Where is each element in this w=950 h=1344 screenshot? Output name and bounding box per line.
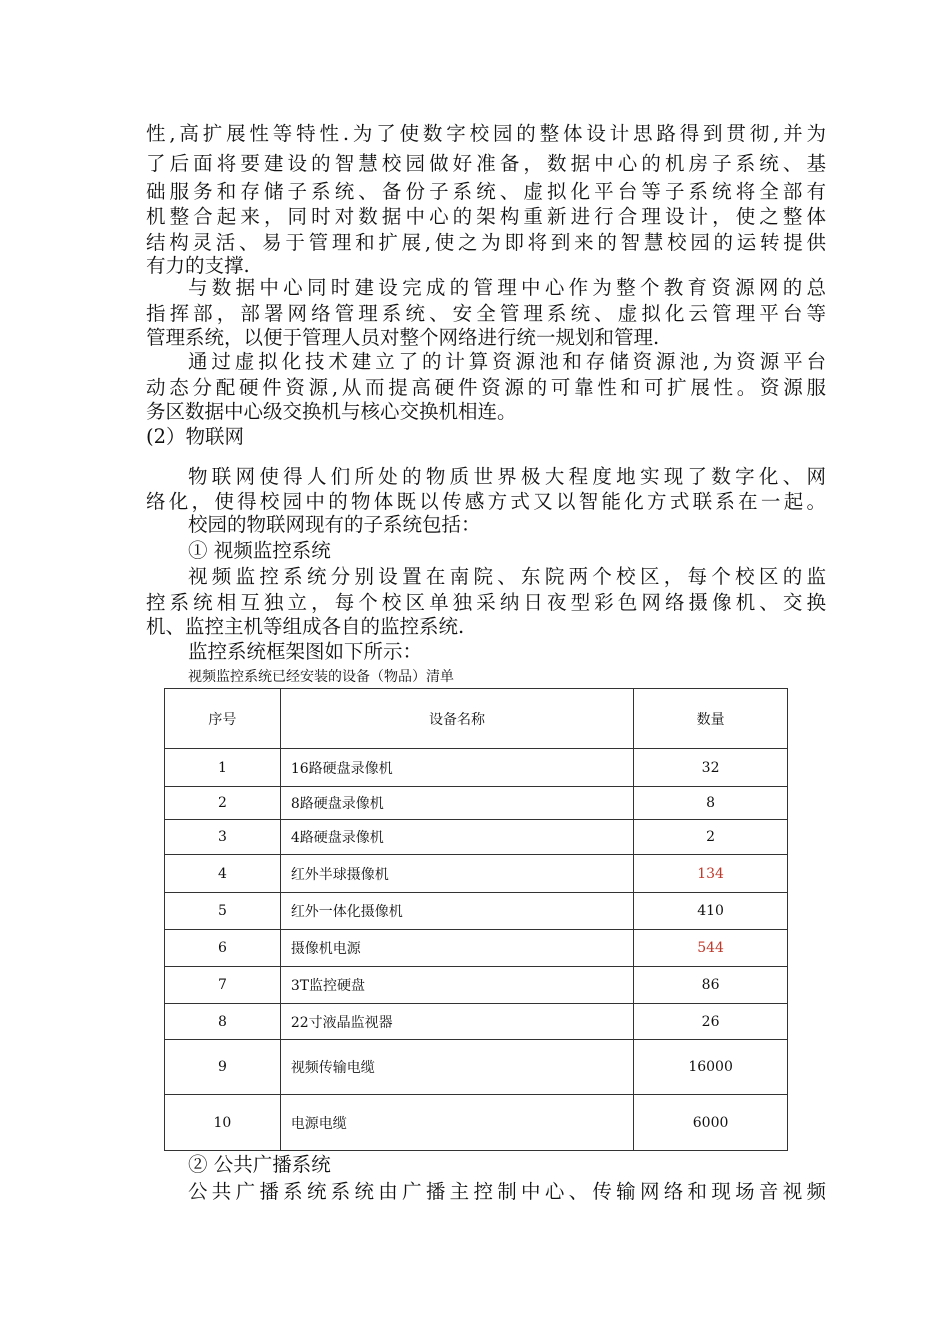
quantity: 410 xyxy=(634,893,788,930)
paragraph-line: 机整合起来，同时对数据中心的架构重新进行合理设计，使之整体 xyxy=(146,205,826,228)
paragraph-line: 控系统相互独立，每个校区单独采纳日夜型彩色网络摄像机、交换 xyxy=(146,591,826,614)
header-cell: 序号 xyxy=(165,689,281,749)
row-number: 2 xyxy=(165,787,281,820)
row-number: 9 xyxy=(165,1040,281,1095)
equipment-name: 红外半球摄像机 xyxy=(280,855,633,893)
paragraph-line: 物联网使得人们所处的物质世界极大程度地实现了数字化、网 xyxy=(188,465,826,488)
equipment-name: 摄像机电源 xyxy=(280,930,633,967)
quantity-highlighted: 544 xyxy=(634,930,788,967)
paragraph-line: 了后面将要建设的智慧校园做好准备，数据中心的机房子系统、基 xyxy=(146,152,826,175)
row-number: 10 xyxy=(165,1095,281,1151)
paragraph-line: 视频监控系统分别设置在南院、东院两个校区，每个校区的监 xyxy=(188,565,826,588)
quantity: 26 xyxy=(634,1004,788,1040)
paragraph-line: 性,高扩展性等特性.为了使数字校园的整体设计思路得到贯彻,并为 xyxy=(146,122,826,145)
table-row xyxy=(165,1095,788,1151)
paragraph-line: 动态分配硬件资源,从而提高硬件资源的可靠性和可扩展性。资源服 xyxy=(146,376,826,399)
row-number: 5 xyxy=(165,893,281,930)
paragraph-line: 监控系统框架图如下所示： xyxy=(188,640,423,663)
header-cell: 设备名称 xyxy=(280,689,633,749)
table-row xyxy=(165,893,788,930)
paragraph-line: 校园的物联网现有的子系统包括： xyxy=(188,513,481,536)
table-row xyxy=(165,749,788,787)
equipment-name: 3T监控硬盘 xyxy=(280,967,633,1004)
equipment-name: 8路硬盘录像机 xyxy=(280,787,633,820)
row-number: 8 xyxy=(165,1004,281,1040)
paragraph-line: 指挥部，部署网络管理系统、安全管理系统、虚拟化云管理平台等 xyxy=(146,302,826,325)
row-number: 7 xyxy=(165,967,281,1004)
table-row xyxy=(165,967,788,1004)
paragraph-line: 与数据中心同时建设完成的管理中心作为整个教育资源网的总 xyxy=(188,276,826,299)
table-row xyxy=(165,1004,788,1040)
section-heading: (2）物联网 xyxy=(146,425,245,448)
paragraph-line: 务区数据中心级交换机与核心交换机相连。 xyxy=(146,400,517,423)
paragraph-line: 础服务和存储子系统、备份子系统、虚拟化平台等子系统将全部有 xyxy=(146,180,826,203)
table-header-row xyxy=(165,689,788,749)
equipment-name: 电源电缆 xyxy=(280,1095,633,1151)
quantity: 86 xyxy=(634,967,788,1004)
paragraph-line: 通过虚拟化技术建立了的计算资源池和存储资源池,为资源平台 xyxy=(188,350,826,373)
row-number: 4 xyxy=(165,855,281,893)
quantity: 16000 xyxy=(634,1040,788,1095)
table-row xyxy=(165,1040,788,1095)
paragraph-line: 公共广播系统系统由广播主控制中心、传输网络和现场音视频 xyxy=(188,1180,826,1203)
paragraph-line: 络化，使得校园中的物体既以传感方式又以智能化方式联系在一起。 xyxy=(146,490,826,513)
paragraph-line: 管理系统，以便于管理人员对整个网络进行统一规划和管理. xyxy=(146,326,660,349)
subsection-heading: ② 公共广播系统 xyxy=(188,1153,331,1176)
quantity: 32 xyxy=(634,749,788,787)
equipment-name: 红外一体化摄像机 xyxy=(280,893,633,930)
equipment-name: 22寸液晶监视器 xyxy=(280,1004,633,1040)
row-number: 6 xyxy=(165,930,281,967)
paragraph-line: 有力的支撑. xyxy=(146,254,250,277)
table-row xyxy=(165,820,788,855)
row-number: 1 xyxy=(165,749,281,787)
quantity: 2 xyxy=(634,820,788,855)
table-row xyxy=(165,855,788,893)
equipment-name: 4路硬盘录像机 xyxy=(280,820,633,855)
equipment-name: 视频传输电缆 xyxy=(280,1040,633,1095)
equipment-table xyxy=(164,688,788,1151)
table-row xyxy=(165,930,788,967)
header-cell: 数量 xyxy=(634,689,788,749)
quantity: 6000 xyxy=(634,1095,788,1151)
paragraph-line: 结构灵活、易于管理和扩展,使之为即将到来的智慧校园的运转提供 xyxy=(146,231,826,254)
row-number: 3 xyxy=(165,820,281,855)
quantity: 8 xyxy=(634,787,788,820)
table-row xyxy=(165,787,788,820)
equipment-name: 16路硬盘录像机 xyxy=(280,749,633,787)
quantity-highlighted: 134 xyxy=(634,855,788,893)
paragraph-line: 机、监控主机等组成各自的监控系统. xyxy=(146,615,465,638)
table-caption: 视频监控系统已经安装的设备（物品）清单 xyxy=(188,669,454,685)
subsection-heading: ① 视频监控系统 xyxy=(188,539,331,562)
